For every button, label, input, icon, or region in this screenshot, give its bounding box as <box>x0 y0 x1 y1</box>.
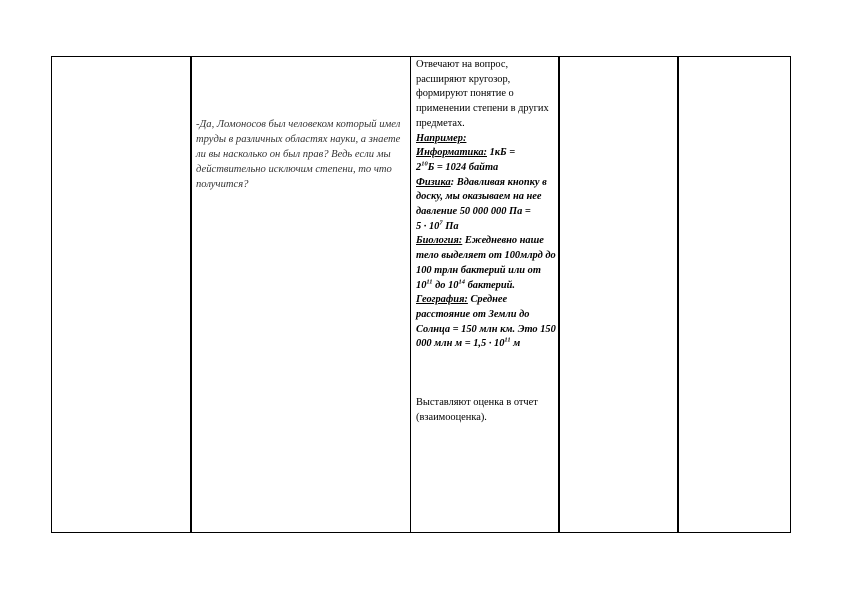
physics-text-a: : Вдавливая кнопку в доску, мы оказываем на нее давление 50 000 000 Па = <box>416 176 547 218</box>
physics-label: Физика <box>416 176 451 188</box>
biology-text-c: бактерий. <box>464 279 515 291</box>
informatics-label: Информатика: <box>416 147 487 159</box>
table-bottom-border <box>51 532 791 533</box>
column-divider-4 <box>677 56 679 533</box>
physics-text-c: Па <box>442 220 459 232</box>
informatics-base: 2 <box>416 161 422 173</box>
biology-example <box>416 234 556 293</box>
closing-text: Выставляют оценка в отчет (взаимооценка). <box>416 397 538 423</box>
biology-label: Биология: <box>416 235 463 247</box>
biology-text-b: до 10 <box>432 279 459 291</box>
column-divider-1 <box>190 56 192 533</box>
table-right-border <box>790 56 791 533</box>
biology-text-a: Ежедневно наше тело выделяет от 100млрд до 100 трлн бактерий или от 10 <box>416 235 556 291</box>
geography-text-a: Среднее расстояние от Земли до Солнца = 150 млн км. Это 150 000 млн м = 1,5 · 10 <box>416 294 556 350</box>
geography-label: География: <box>416 294 468 306</box>
biology-exponent-2: 14 <box>458 278 465 286</box>
geography-example <box>416 293 556 352</box>
physics-text-b: 5 · 10 <box>416 220 440 232</box>
geography-exponent: 11 <box>504 336 511 344</box>
intro-text: Отвечают на вопрос, расширяют кругозор, формируют понятие о применении степени в других предметах. <box>416 59 549 129</box>
informatics-exponent: 10 <box>421 160 428 168</box>
column-divider-2 <box>410 56 411 533</box>
example-heading: Например: <box>416 132 467 144</box>
biology-exponent-1: 11 <box>426 278 433 286</box>
table-left-border <box>51 56 52 533</box>
column-divider-3 <box>558 56 560 533</box>
geography-text-b: м <box>510 338 521 350</box>
physics-example <box>416 176 556 235</box>
student-activity-cell <box>416 58 556 425</box>
informatics-text-a: 1кБ = <box>487 147 516 159</box>
table-top-border <box>51 56 791 57</box>
physics-exponent: 7 <box>439 219 443 227</box>
informatics-text-b: Б = 1024 байта <box>427 161 499 173</box>
teacher-question-text: -Да, Ломоносов был человеком который имел труды в различных областях науки, а знаете ли вы насколько он был прав? Ведь если мы действительно исключим степени, то что получится? <box>196 119 401 190</box>
informatics-example <box>416 146 556 175</box>
